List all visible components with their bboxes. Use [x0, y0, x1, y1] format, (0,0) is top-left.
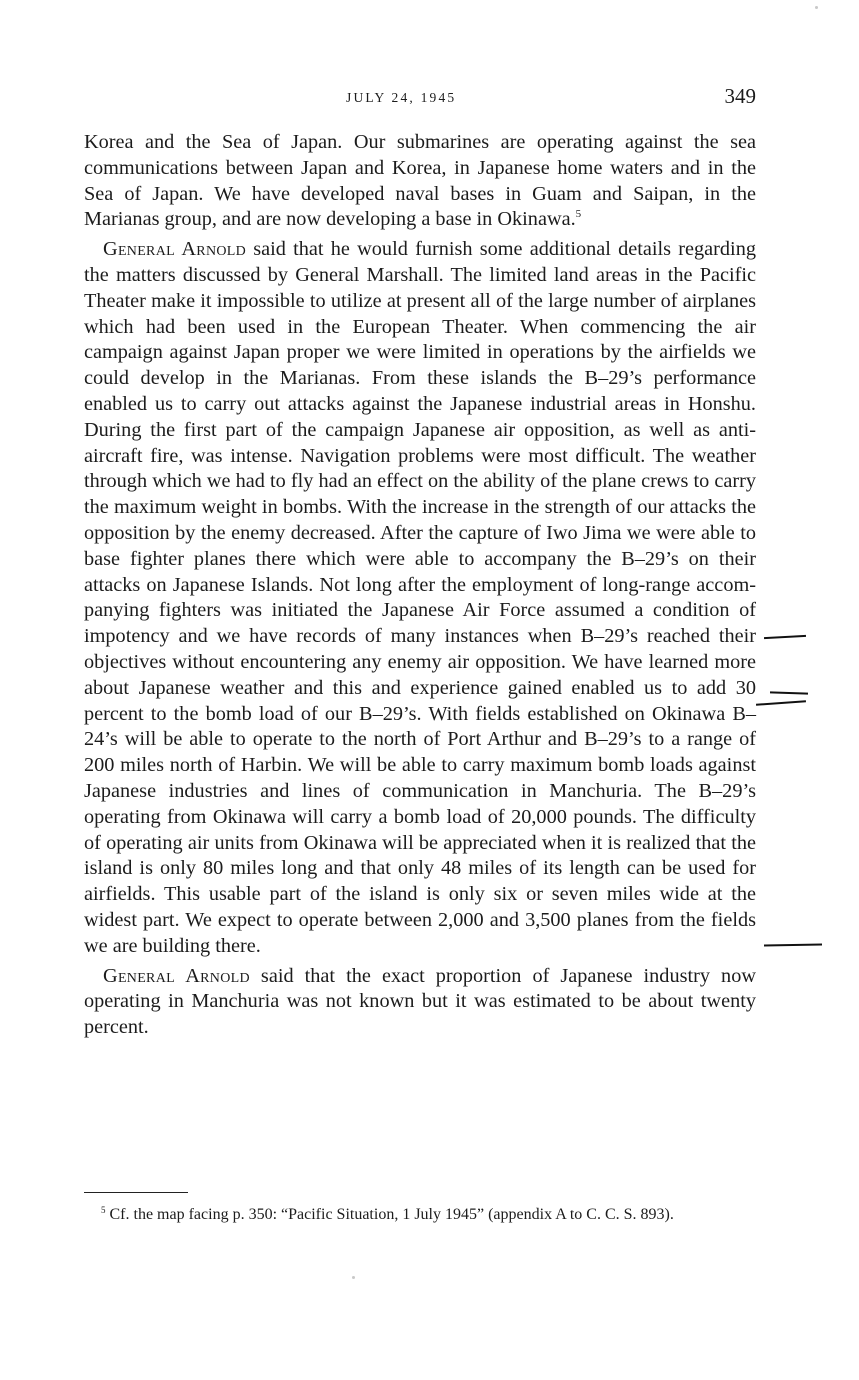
paragraph-arnold-manchuria-industry — [84, 964, 756, 1041]
footnote-text: Cf. the map facing p. 350: “Pacific Situation, 1 July 1945” (appendix A to C. C. S. 893). — [105, 1206, 674, 1223]
margin-pencil-mark — [764, 943, 822, 946]
margin-pencil-mark — [764, 635, 806, 639]
paragraph-arnold-air-campaign — [84, 237, 756, 959]
margin-pencil-mark — [756, 700, 806, 705]
speaker-name: General Arnold — [103, 238, 247, 261]
speaker-name: General Arnold — [103, 964, 250, 987]
running-head: JULY 24, 1945 — [346, 90, 457, 105]
paragraph-text: said that the exact proportion of Japanese industry now operating in Manchuria was not known but it was estimated to be about twenty percent. — [84, 964, 756, 1039]
footnote — [84, 1207, 752, 1223]
margin-pencil-mark — [770, 691, 808, 694]
paragraph-naval-operations — [84, 130, 756, 233]
page-number: 349 — [724, 84, 756, 108]
paper-speck — [352, 1276, 355, 1279]
footnote-reference: 5 — [575, 208, 582, 221]
page-header — [84, 84, 756, 114]
footnote-rule — [84, 1192, 188, 1193]
footnote-marker: 5 — [101, 1205, 106, 1215]
paper-speck — [815, 6, 818, 9]
paragraph-text: Korea and the Sea of Japan. Our submarines are operating against the sea communications between Japan and Korea, in Japanese home waters and in the Sea of Japan. We have developed naval bases in Guam and Saipan, in the Marianas group, and are now developing a base in Okinawa. — [84, 131, 756, 231]
body-text — [84, 130, 756, 1041]
paragraph-text: said that he would furnish some additional details regarding the matters discussed by General Marshall. The limited land areas in the Pacific Theater make it impossible to utilize at present all of the large number of airplanes which had been used in the European Theater. When commencing the air campaign against Japan proper we were limited in operations by the airfields we could develop in the Marianas. From these islands the B–29’s performance enabled us to carry out attacks against the Japanese industrial areas in Honshu. During the first part of the campaign Japanese air opposition, as well as anti-aircraft fire, was intense. Navigation problems were most difficult. The weather through which we had to fly had an effect on the ability of the plane crews to carry the maximum weight in bombs. With the increase in the strength of our attacks the opposition by the enemy decreased. After the capture of Iwo Jima we were able to base fighter planes there which were able to accompany the B–29’s on their attacks on Japanese Islands. Not long after the employment of long-range accompanying fighters was initiated the Japanese Air Force assumed a condition of impotency and we have records of many instances when B–29’s reached their objectives without encountering any enemy air opposition. We have learned more about Japanese weather and this and experience gained enabled us to add 30 percent to the bomb load of our B–29’s. With fields established on Okinawa B–24’s will be able to operate to the north of Port Arthur and B–29’s to a range of 200 miles north of Harbin. We will be able to carry maximum bomb loads against Japanese industries and lines of communication in Manchuria. The B–29’s operating from Okinawa will carry a bomb load of 20,000 pounds. The difficulty of operating air units from Okinawa will be appreciated when it is realized that the island is only 80 miles long and that only 48 miles of its length can be used for airfields. This usable part of the island is only six or seven miles wide at the widest part. We expect to operate between 2,000 and 3,500 planes from the fields we are building there. — [84, 238, 756, 957]
